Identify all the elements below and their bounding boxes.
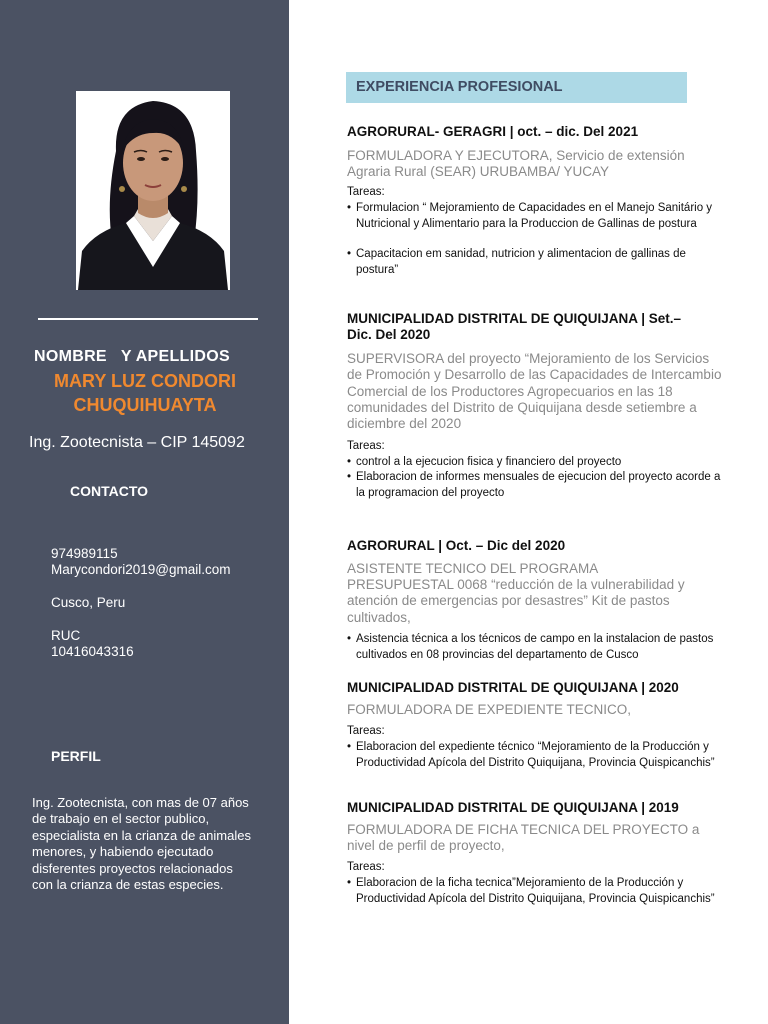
list-item: • Elaboracion de informes mensuales de ejecucion del proyecto acorde a la programacion del proyecto: [347, 470, 722, 501]
email-link[interactable]: Marycondori2019@gmail.com: [51, 562, 231, 577]
list-item: • Elaboracion de la ficha tecnica”Mejoramiento de la Producción y Productividad Apícola del Distrito Quiquijana, Provincia Quispicanchis”: [347, 876, 722, 907]
profession: Ing. Zootecnista – CIP 145092: [29, 434, 245, 451]
phone: 974989115: [51, 546, 118, 561]
job-description: FORMULADORA Y EJECUTORA, Servicio de extensión: [347, 148, 685, 163]
job-description: ASISTENTE TECNICO DEL PROGRAMA: [347, 561, 599, 576]
job-description: nivel de perfil de proyecto,: [347, 838, 505, 853]
name-label: NOMBRE Y APELLIDOS: [34, 348, 230, 365]
job-description: PRESUPUESTAL 0068 “reducción de la vulnerabilidad y atención de emergencias por desastres” Kit de pastos cultivados,: [347, 577, 685, 625]
ruc-number: 10416043316: [51, 644, 134, 659]
location: Cusco, Peru: [51, 595, 126, 610]
list-item: • control a la ejecucion fisica y financiero del proyecto: [347, 455, 722, 471]
job-title: MUNICIPALIDAD DISTRITAL DE QUIQUIJANA | 2020: [347, 680, 679, 695]
tasks-label: Tareas:: [347, 440, 385, 452]
job-description: SUPERVISORA del proyecto “Mejoramiento de los Servicios de Promoción y Desarrollo de las Capacidades de Intercambio Comercial de los Productores Agropecuarios en las 18 comunidades del Distrito de Quiquijana desde setiembre a diciembre del 2020: [347, 351, 722, 432]
list-item: • Capacitacion em sanidad, nutricion y alimentacion de gallinas de postura”: [347, 247, 722, 278]
job-title: MUNICIPALIDAD DISTRITAL DE QUIQUIJANA | Set.–: [347, 311, 682, 326]
job-title: AGRORURAL- GERAGRI | oct. – dic. Del 2021: [347, 124, 639, 139]
section-header: [346, 72, 687, 103]
job-description: Agraria Rural (SEAR) URUBAMBA/ YUCAY: [347, 164, 610, 179]
tasks-label: Tareas:: [347, 861, 385, 873]
job-description: FORMULADORA DE FICHA TECNICA DEL PROYECTO a: [347, 822, 700, 837]
full-name-line2: CHUQUIHUAYTA: [73, 395, 217, 415]
tasks-label: Tareas:: [347, 186, 385, 198]
list-item: • Formulacion “ Mejoramiento de Capacidades en el Manejo Sanitário y Nutricional y Alimentario para la Produccion de Gallinas de postura: [347, 201, 722, 232]
tasks-label: Tareas:: [347, 725, 385, 737]
job-title: AGRORURAL | Oct. – Dic del 2020: [347, 538, 566, 553]
job-title: Dic. Del 2020: [347, 327, 431, 342]
job-description: FORMULADORA DE EXPEDIENTE TECNICO,: [347, 702, 632, 717]
full-name-line1: MARY LUZ CONDORI: [54, 371, 236, 391]
ruc-label: RUC: [51, 628, 81, 643]
section-title: EXPERIENCIA PROFESIONAL: [356, 79, 563, 95]
list-item: • Elaboracion del expediente técnico “Mejoramiento de la Producción y Productividad Apícola del Distrito Quiquijana, Provincia Quispicanchis”: [347, 740, 722, 771]
list-item: • Asistencia técnica a los técnicos de campo en la instalacion de pastos cultivados en 08 provincias del departamento de Cusco: [347, 632, 722, 663]
job-title: MUNICIPALIDAD DISTRITAL DE QUIQUIJANA | 2019: [347, 800, 679, 815]
contact-heading: CONTACTO: [70, 483, 149, 499]
profile-text: Ing. Zootecnista, con mas de 07 años de trabajo en el sector publico, especialista en la crianza de animales menores, y habiendo ejecutado disferentes proyectos relacionados con la crianza de estas especies.: [32, 795, 251, 893]
profile-heading: PERFIL: [51, 748, 101, 764]
